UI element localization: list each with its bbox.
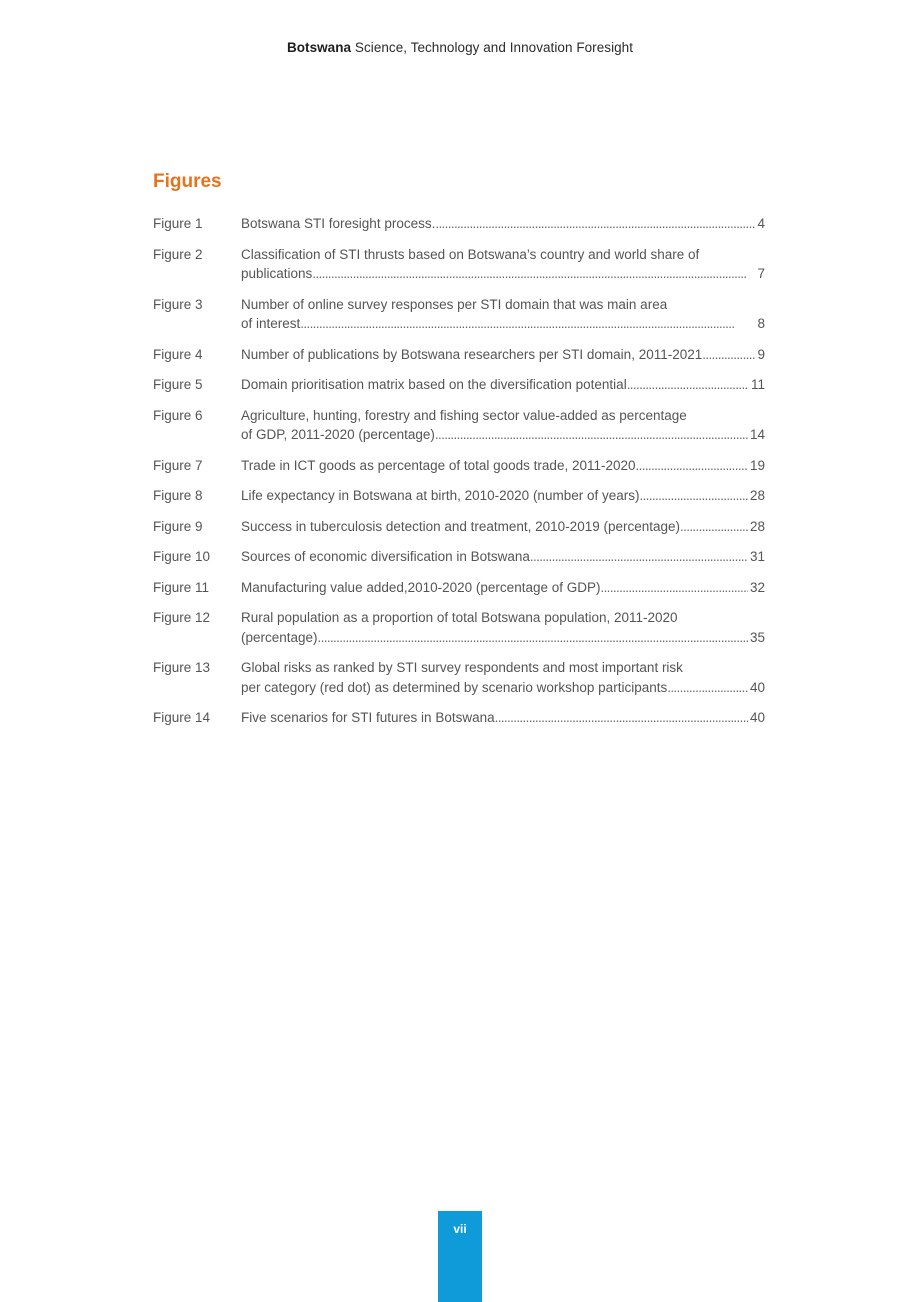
figure-caption-line: Number of publications by Botswana researchers per STI domain, 2011-2021 (241, 346, 703, 362)
figure-caption-line: Five scenarios for STI futures in Botswana (241, 710, 495, 725)
figure-entry[interactable] (153, 547, 765, 567)
figure-label: Figure 9 (153, 518, 203, 534)
figure-caption-line: publications (241, 266, 313, 281)
figure-page-number: 28 (749, 488, 765, 503)
figure-page-number: 28 (749, 518, 765, 534)
figures-list (153, 214, 765, 739)
dot-leader (318, 628, 748, 648)
figure-entry[interactable] (153, 578, 765, 598)
figure-label: Figure 7 (153, 457, 203, 473)
figure-label: Figure 8 (153, 488, 203, 503)
dot-leader (300, 314, 755, 334)
dot-leader (600, 578, 747, 598)
figure-label: Figure 10 (153, 549, 211, 564)
figure-entry[interactable] (153, 345, 765, 365)
figure-entry[interactable] (153, 658, 765, 697)
figure-caption-line: Botswana STI foresight process. (241, 216, 436, 231)
figure-page-number: 19 (749, 457, 765, 473)
running-header (0, 40, 920, 55)
figure-caption (241, 214, 765, 234)
figure-label: Figure 12 (153, 610, 211, 625)
figure-caption-line: Global risks as ranked by STI survey respondents and most important risk (241, 660, 683, 675)
dot-leader (667, 678, 748, 698)
dot-leader (435, 425, 748, 445)
figure-caption-line: Rural population as a proportion of total Botswana population, 2011-2020 (241, 610, 678, 625)
figure-caption (241, 456, 765, 476)
figure-caption-line: Manufacturing value added,2010-2020 (percentage of GDP) (241, 579, 601, 595)
figure-page-number: 8 (757, 316, 765, 331)
figure-caption-line: (percentage) (241, 629, 318, 645)
figure-entry[interactable] (153, 486, 765, 506)
figure-caption-line: Number of online survey responses per STI domain that was main area (241, 296, 668, 312)
figure-page-number: 11 (750, 377, 765, 392)
figure-page-number: 31 (749, 549, 765, 564)
figure-label: Figure 14 (153, 710, 211, 725)
dot-leader (639, 486, 747, 506)
figure-caption (241, 345, 765, 365)
figure-page-number: 9 (757, 346, 765, 362)
header-title: Science, Technology and Innovation Foresight (351, 40, 634, 55)
figure-caption (241, 547, 765, 567)
figure-caption-line: Life expectancy in Botswana at birth, 2010-2020 (number of years) (241, 488, 640, 503)
figure-page-number: 32 (749, 579, 765, 595)
dot-leader (530, 547, 748, 567)
figure-caption-line: of GDP, 2011-2020 (percentage) (241, 427, 435, 442)
figure-caption-line: Classification of STI thrusts based on Botswana’s country and world share of (241, 246, 700, 262)
figure-label: Figure 5 (153, 377, 203, 392)
figure-label: Figure 4 (153, 346, 203, 362)
figure-page-number: 35 (749, 629, 765, 645)
dot-leader (435, 214, 755, 234)
figure-caption-line: Success in tuberculosis detection and treatment, 2010-2019 (percentage) (241, 518, 681, 534)
figure-caption (241, 375, 765, 395)
page-number-tab (438, 1211, 482, 1302)
dot-leader (312, 264, 755, 284)
page-number: vii (453, 1222, 467, 1236)
figure-label: Figure 3 (153, 296, 203, 312)
figure-caption-line: Domain prioritisation matrix based on the diversification potential (241, 377, 627, 392)
figure-caption (241, 245, 765, 284)
figure-caption (241, 406, 765, 445)
figure-page-number: 7 (757, 266, 765, 281)
dot-leader (680, 517, 748, 537)
figure-label: Figure 11 (153, 579, 210, 595)
dot-leader (495, 708, 748, 728)
figure-caption-line: Trade in ICT goods as percentage of total goods trade, 2011-2020 (241, 457, 636, 473)
figure-entry[interactable] (153, 375, 765, 395)
figure-entry[interactable] (153, 608, 765, 647)
figure-caption-line: Agriculture, hunting, forestry and fishing sector value-added as percentage (241, 407, 687, 423)
figure-page-number: 40 (749, 710, 765, 725)
figure-label: Figure 2 (153, 246, 203, 262)
figure-label: Figure 6 (153, 407, 203, 423)
figure-caption (241, 578, 765, 598)
figure-caption (241, 517, 765, 537)
figure-label: Figure 1 (153, 216, 203, 231)
figure-caption (241, 486, 765, 506)
figure-caption-line: Sources of economic diversification in Botswana (241, 549, 530, 564)
figure-caption (241, 708, 765, 728)
figure-entry[interactable] (153, 295, 765, 334)
figure-caption-line: of interest (241, 316, 301, 331)
figure-page-number: 14 (749, 427, 765, 442)
figure-entry[interactable] (153, 406, 765, 445)
header-country: Botswana (286, 40, 352, 55)
figure-entry[interactable] (153, 245, 765, 284)
figure-page-number: 40 (749, 679, 765, 695)
dot-leader (636, 456, 748, 476)
figure-caption (241, 658, 765, 697)
figure-caption (241, 608, 765, 647)
figure-caption-line: per category (red dot) as determined by scenario workshop participants (241, 679, 668, 695)
figure-entry[interactable] (153, 708, 765, 728)
figure-caption (241, 295, 765, 334)
figure-page-number: 4 (757, 216, 765, 231)
figure-entry[interactable] (153, 456, 765, 476)
figure-label: Figure 13 (153, 660, 211, 675)
dot-leader (627, 375, 749, 395)
figure-entry[interactable] (153, 214, 765, 234)
dot-leader (702, 345, 755, 365)
figure-entry[interactable] (153, 517, 765, 537)
section-title: Figures (153, 171, 222, 192)
